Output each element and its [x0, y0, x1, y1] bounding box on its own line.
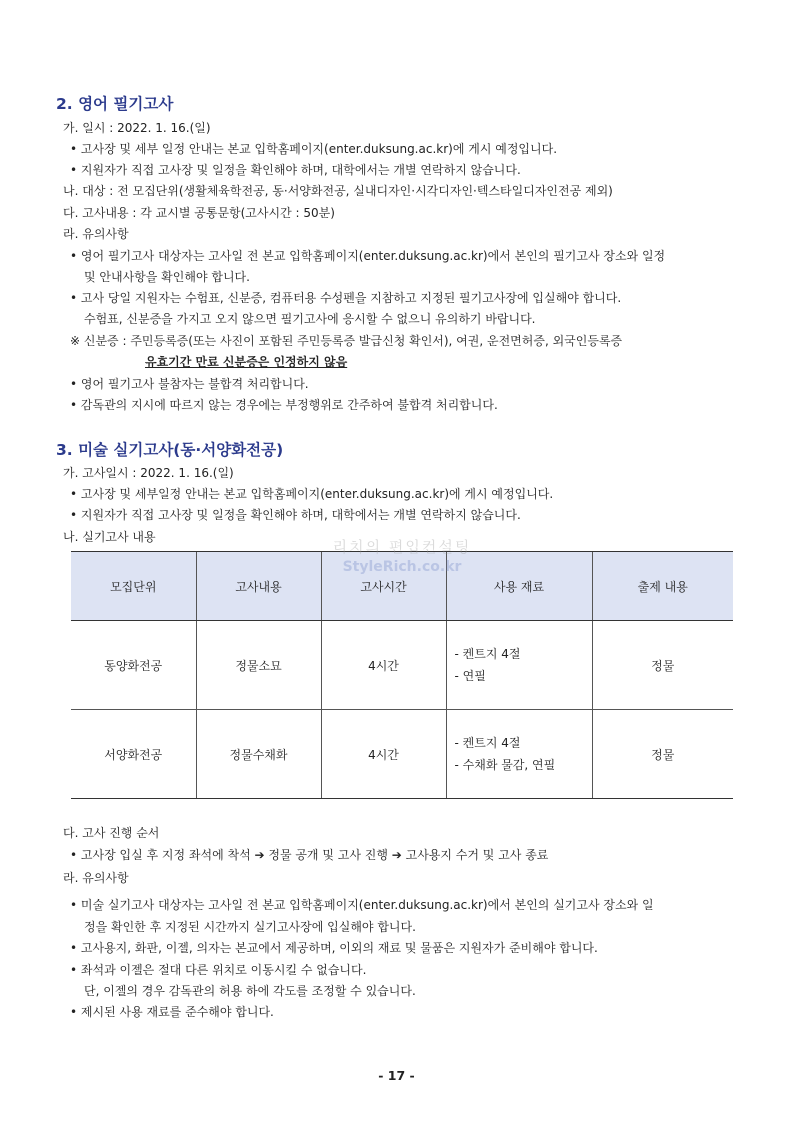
- practical-exam-table: [71, 551, 733, 799]
- s3-ra-bullet-1-line-1: • 미술 실기고사 대상자는 고사일 전 본교 입학홈페이지(enter.duksung.ac.kr)에서 본인의 실기고사 장소와 일: [70, 898, 654, 912]
- table-row: [71, 710, 733, 799]
- cell-topic: 정물: [592, 710, 733, 799]
- material-item: - 켄트지 4절: [454, 736, 521, 750]
- watermark-line-2: StyleRich.co.kr: [342, 559, 462, 575]
- cell-materials: [446, 621, 592, 710]
- s3-da-bullet-1: • 고사장 입실 후 지정 좌석에 착석 ➔ 정물 공개 및 고사 진행 ➔ 고사용지 수거 및 고사 종료: [70, 848, 549, 862]
- s2-ga-bullet-2: • 지원자가 직접 고사장 및 일정을 확인해야 하며, 대학에서는 개별 연락하지 않습니다.: [70, 163, 521, 177]
- cell-content: 정물수채화: [196, 710, 321, 799]
- watermark-line-1: 리치의 편입컨설팅: [332, 538, 472, 556]
- s2-da: 다. 고사내용 : 각 교시별 공통문항(고사시간 : 50분): [63, 206, 335, 220]
- section-2-heading: 2. 영어 필기고사: [56, 95, 174, 113]
- s3-ga-bullet-2: • 지원자가 직접 고사장 및 일정을 확인해야 하며, 대학에서는 개별 연락하지 않습니다.: [70, 508, 521, 522]
- s3-ra-bullet-3-line-2: 단, 이젤의 경우 감독관의 허용 하에 각도를 조정할 수 있습니다.: [84, 984, 416, 998]
- s2-ra-bullet-2-line-2: 수험표, 신분증을 가지고 오지 않으면 필기고사에 응시할 수 없으니 유의하기 바랍니다.: [84, 312, 536, 326]
- cell-materials: [446, 710, 592, 799]
- material-item: - 수채화 물감, 연필: [454, 758, 556, 772]
- header-unit: 모집단위: [71, 552, 196, 621]
- cell-unit: 동양화전공: [71, 621, 196, 710]
- s2-ga: 가. 일시 : 2022. 1. 16.(일): [63, 121, 211, 135]
- s3-ra-bullet-1-line-2: 정을 확인한 후 지정된 시간까지 실기고사장에 입실해야 합니다.: [84, 920, 416, 934]
- s3-ra-bullet-4: • 제시된 사용 재료를 준수해야 합니다.: [70, 1005, 274, 1019]
- s2-ra-bullet-3: • 영어 필기고사 불참자는 불합격 처리합니다.: [70, 377, 309, 391]
- s2-ra-bullet-1-line-2: 및 안내사항을 확인해야 합니다.: [84, 270, 250, 284]
- header-time: 고사시간: [321, 552, 446, 621]
- header-content: 고사내용: [196, 552, 321, 621]
- cell-topic: 정물: [592, 621, 733, 710]
- table-header-row: [71, 552, 733, 621]
- s3-ga-bullet-1: • 고사장 및 세부일정 안내는 본교 입학홈페이지(enter.duksung.ac.kr)에 게시 예정입니다.: [70, 487, 554, 501]
- s2-id-note-line-1: ※ 신분증 : 주민등록증(또는 사진이 포함된 주민등록증 발급신청 확인서), 여권, 운전면허증, 외국인등록증: [70, 334, 623, 348]
- s2-id-note-line-2: 유효기간 만료 신분증은 인정하지 않음: [145, 355, 348, 369]
- s2-ga-bullet-1: • 고사장 및 세부 일정 안내는 본교 입학홈페이지(enter.duksung.ac.kr)에 게시 예정입니다.: [70, 142, 558, 156]
- material-item: - 연필: [454, 669, 486, 683]
- header-materials: 사용 재료: [446, 552, 592, 621]
- s3-ra-bullet-2: • 고사용지, 화판, 이젤, 의자는 본교에서 제공하며, 이외의 재료 및 물품은 지원자가 준비해야 합니다.: [70, 941, 598, 955]
- s2-ra-bullet-1-line-1: • 영어 필기고사 대상자는 고사일 전 본교 입학홈페이지(enter.duksung.ac.kr)에서 본인의 필기고사 장소와 일정: [70, 249, 666, 263]
- page-number: - 17 -: [378, 1068, 415, 1083]
- s2-na: 나. 대상 : 전 모집단위(생활체육학전공, 동·서양화전공, 실내디자인·시각디자인·텍스타일디자인전공 제외): [63, 184, 613, 198]
- s3-ra-bullet-3-line-1: • 좌석과 이젤은 절대 다른 위치로 이동시킬 수 없습니다.: [70, 963, 367, 977]
- cell-time: 4시간: [321, 621, 446, 710]
- s3-ra: 라. 유의사항: [63, 871, 129, 885]
- s3-na: 나. 실기고사 내용: [63, 530, 156, 544]
- s2-ra-bullet-4: • 감독관의 지시에 따르지 않는 경우에는 부정행위로 간주하여 불합격 처리합니다.: [70, 398, 498, 412]
- s2-ra-bullet-2-line-1: • 고사 당일 지원자는 수험표, 신분증, 컴퓨터용 수성펜을 지참하고 지정된 필기고사장에 입실해야 합니다.: [70, 291, 622, 305]
- cell-time: 4시간: [321, 710, 446, 799]
- table-row: [71, 621, 733, 710]
- s2-ra: 라. 유의사항: [63, 227, 129, 241]
- cell-content: 정물소묘: [196, 621, 321, 710]
- material-item: - 켄트지 4절: [454, 647, 521, 661]
- cell-unit: 서양화전공: [71, 710, 196, 799]
- section-3-heading: 3. 미술 실기고사(동·서양화전공): [56, 441, 284, 459]
- s3-da: 다. 고사 진행 순서: [63, 826, 160, 840]
- s3-ga: 가. 고사일시 : 2022. 1. 16.(일): [63, 466, 234, 480]
- header-topic: 출제 내용: [592, 552, 733, 621]
